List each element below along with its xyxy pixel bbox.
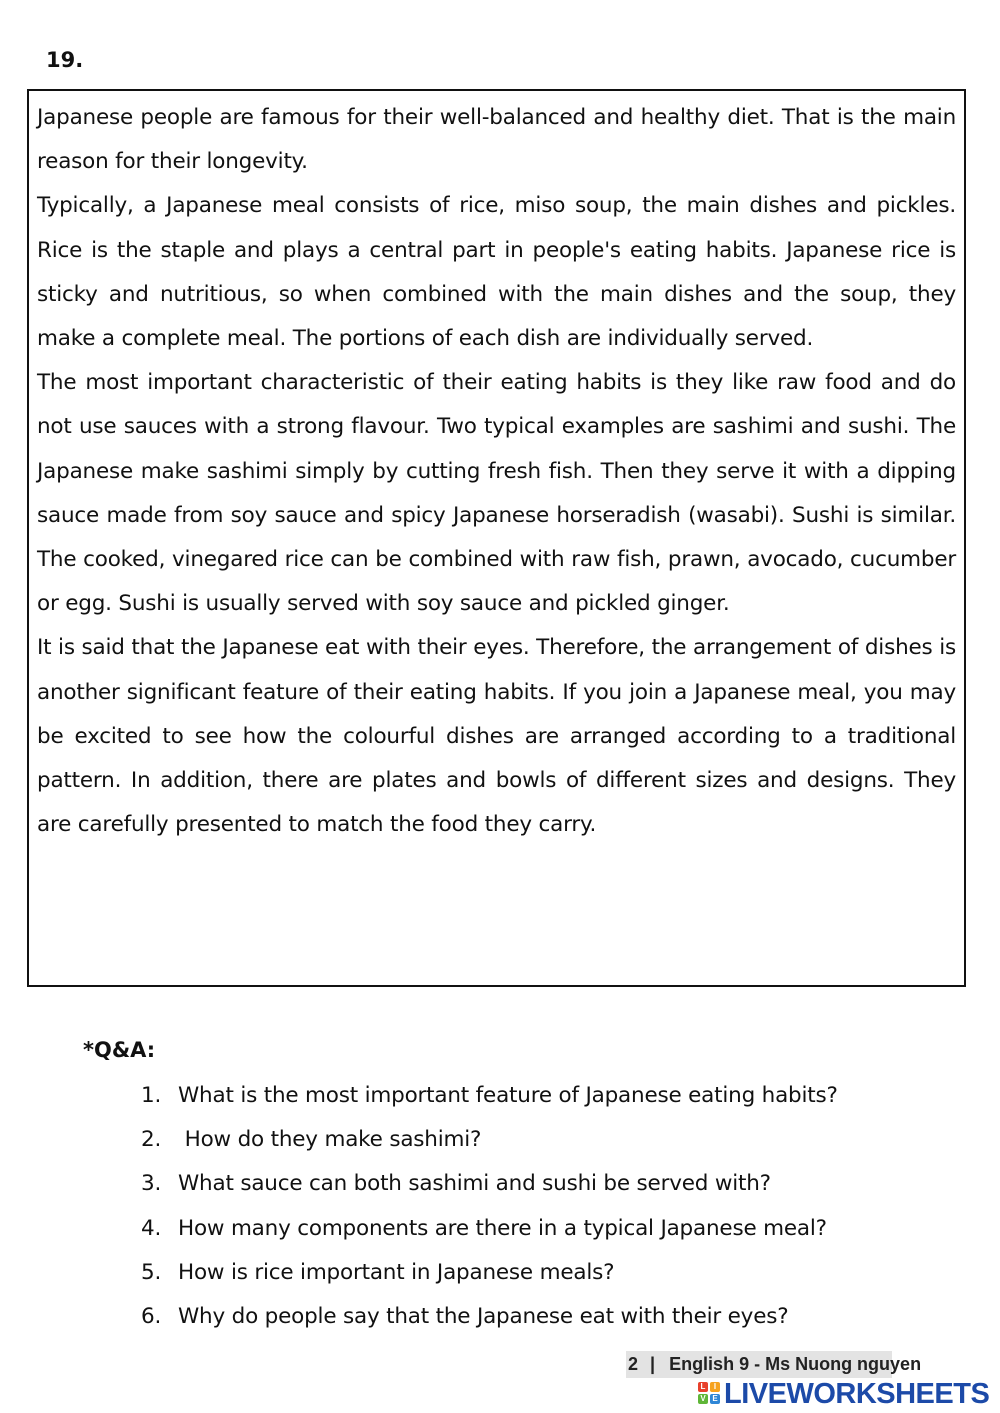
footer-separator: | [650, 1354, 656, 1374]
passage-paragraph-3: The most important characteristic of their eating habits is they like raw food and do not use sauces with a strong flavour. Two typical examples are sashimi and sushi. The Japanese make sashimi simply by cutting fresh fish. Then they serve it with a dipping sauce made from soy sauce and spicy Japanese horseradish (wasabi). Sushi is similar. The cooked, vinegared rice can be combined with raw fish, prawn, avocado, cucumber or egg. Sushi is usually served with soy sauce and pickled ginger. [37, 370, 956, 617]
question-item [141, 1162, 838, 1206]
passage-paragraph-2: Typically, a Japanese meal consists of rice, miso soup, the main dishes and pickles. Rice is the staple and plays a central part in people's eating habits. Japanese rice is sticky and nutritious, so when combined with the main dishes and the soup, they make a complete meal. The portions of each dish are individually served. [37, 193, 956, 352]
liveworksheets-logo-text: LIVEWORKSHEETS [724, 1377, 990, 1410]
question-item [141, 1295, 838, 1339]
reading-passage-box [27, 89, 966, 987]
question-item-number: 4. [141, 1215, 162, 1241]
question-item-text: Why do people say that the Japanese eat with their eyes? [178, 1303, 789, 1329]
question-item [141, 1074, 838, 1118]
logo-letter-e: E [710, 1394, 720, 1404]
qa-heading: *Q&A: [83, 1038, 156, 1062]
question-item-number: 6. [141, 1303, 162, 1329]
question-item-text: How many components are there in a typical Japanese meal? [178, 1215, 827, 1241]
passage-paragraph-4: It is said that the Japanese eat with their eyes. Therefore, the arrangement of dishes is another significant feature of their eating habits. If you join a Japanese meal, you may be excited to see how the colourful dishes are arranged according to a traditional pattern. In addition, there are plates and bowls of different sizes and designs. They are carefully presented to match the food they carry. [37, 635, 956, 838]
question-item [141, 1118, 838, 1162]
course-label: English 9 - Ms Nuong nguyen [669, 1354, 922, 1374]
page-number: 2 [628, 1354, 639, 1374]
question-item-text: What is the most important feature of Japanese eating habits? [178, 1083, 838, 1108]
question-item-number: 5. [141, 1259, 162, 1285]
logo-letter-v: V [698, 1394, 708, 1404]
question-item [141, 1207, 838, 1251]
question-item-text: How do they make sashimi? [178, 1127, 482, 1153]
question-item-number: 3. [141, 1171, 162, 1197]
liveworksheets-logo-icon [698, 1382, 722, 1406]
liveworksheets-logo[interactable] [698, 1379, 989, 1409]
page-footer [626, 1351, 922, 1378]
question-item [141, 1251, 838, 1295]
logo-letter-l: L [698, 1382, 708, 1392]
question-item-number: 1. [141, 1083, 162, 1108]
logo-letter-i: I [710, 1382, 720, 1392]
passage-paragraph-1: Japanese people are famous for their well-balanced and healthy diet. That is the main reason for their longevity. [37, 105, 956, 175]
question-list [141, 1074, 838, 1339]
question-item-text: What sauce can both sashimi and sushi be served with? [178, 1171, 771, 1197]
question-number: 19. [46, 48, 84, 72]
question-item-text: How is rice important in Japanese meals? [178, 1259, 615, 1285]
question-item-number: 2. [141, 1127, 162, 1153]
